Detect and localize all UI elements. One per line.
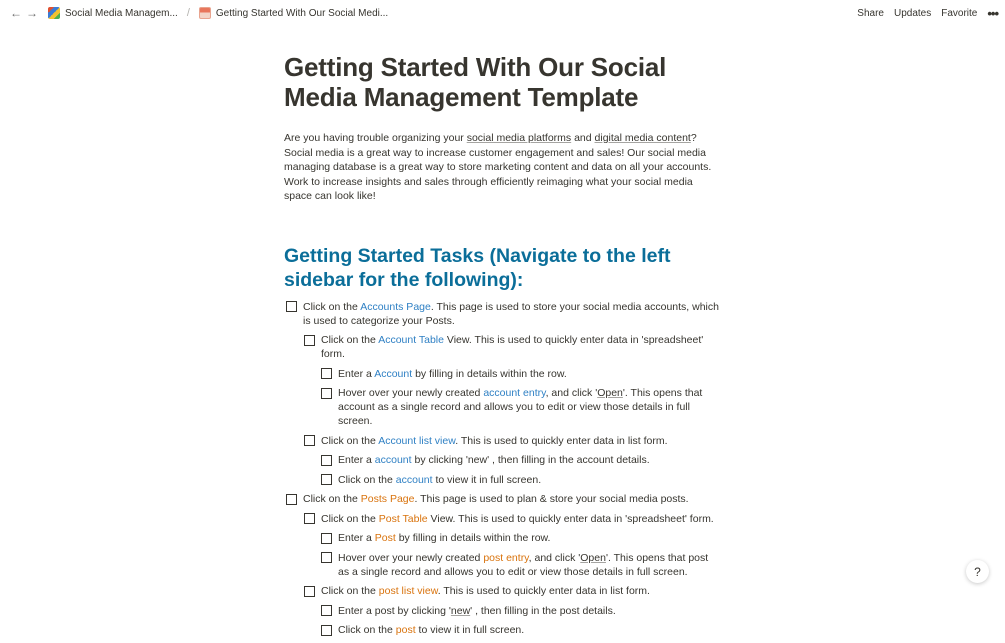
- task-account-list-view: [284, 434, 720, 448]
- checkbox[interactable]: [321, 368, 332, 379]
- tasks-heading[interactable]: Getting Started Tasks (Navigate to the left sidebar for the following):: [284, 244, 671, 291]
- page-icon: [199, 7, 211, 19]
- page-title-line-1: Getting Started With Our Social: [284, 52, 667, 82]
- account-link[interactable]: Account: [374, 367, 413, 380]
- task-hover-account-entry: [284, 386, 720, 428]
- checkbox[interactable]: [321, 474, 332, 485]
- text: View. This is used to quickly enter data in 'spreadsheet' form.: [321, 334, 704, 360]
- text: by clicking 'new' , then filling in the account details.: [411, 454, 650, 466]
- text: ' , then filling in the post details.: [470, 604, 616, 617]
- share-button[interactable]: Share: [857, 7, 884, 19]
- workspace-icon: [48, 7, 60, 19]
- checkbox[interactable]: [286, 494, 297, 505]
- checkbox[interactable]: [321, 605, 332, 616]
- text: Enter a: [338, 532, 375, 544]
- task-text: [321, 333, 720, 361]
- checkbox[interactable]: [304, 513, 315, 524]
- top-bar: [0, 0, 1005, 26]
- post-table-link[interactable]: Post Table: [378, 512, 428, 525]
- text: , and click ': [545, 387, 598, 399]
- task-text: [338, 473, 720, 487]
- forward-arrow-icon[interactable]: →: [26, 6, 38, 20]
- accounts-page-link[interactable]: Accounts Page: [360, 300, 431, 313]
- task-text: [338, 386, 720, 428]
- help-button[interactable]: [966, 560, 989, 583]
- text: '. This opens that post as a single record and allows you to edit or view those details in full screen.: [338, 551, 709, 578]
- new-text: new: [450, 604, 471, 617]
- task-text: [338, 604, 720, 618]
- checkbox[interactable]: [286, 301, 297, 312]
- text: Hover over your newly created: [338, 551, 484, 564]
- breadcrumb-workspace[interactable]: [45, 5, 181, 21]
- text: . This is used to quickly enter data in list form.: [455, 434, 668, 447]
- page-title[interactable]: [284, 52, 720, 112]
- text: Enter a: [338, 367, 375, 380]
- account-link[interactable]: account: [374, 454, 412, 466]
- text: to view it in full screen.: [432, 473, 542, 486]
- post-link[interactable]: Post: [374, 532, 396, 544]
- digital-media-content-link[interactable]: digital media content: [594, 132, 691, 144]
- text: to view it in full screen.: [415, 624, 525, 636]
- text: '. This opens that account as a single record and allows you to edit or view those details in full screen.: [338, 387, 703, 427]
- task-text: [321, 584, 720, 598]
- text: Click on the: [338, 624, 396, 636]
- text: Click on the: [321, 334, 379, 346]
- intro-text-3: ? Social media is a great way to increase customer engagement and sales! Our social media managing database is a great way to store marketing content and data on all your accounts. Work to increase insights and sales through efficiently reimaging what your social media space can look like!: [284, 132, 712, 202]
- text: . This page is used to store your social media accounts, which is used to categorize your Posts.: [303, 300, 719, 327]
- updates-button[interactable]: Updates: [893, 7, 932, 19]
- text: Enter a: [338, 454, 375, 466]
- intro-paragraph[interactable]: [284, 131, 720, 204]
- page-content: [284, 52, 720, 643]
- task-view-account: [284, 473, 720, 487]
- task-text: [321, 434, 720, 448]
- text: by filling in details within the row.: [412, 367, 567, 380]
- more-options-icon[interactable]: •••: [987, 5, 998, 21]
- checkbox[interactable]: [304, 335, 315, 346]
- task-text: [303, 300, 720, 328]
- task-enter-post: [284, 531, 720, 545]
- text: Enter a post by clicking ': [338, 604, 451, 617]
- favorite-button[interactable]: Favorite: [941, 7, 978, 19]
- text: View. This is used to quickly enter data in 'spreadsheet' form.: [427, 512, 714, 525]
- checkbox[interactable]: [304, 586, 315, 597]
- task-text: [338, 453, 720, 467]
- open-text: Open: [597, 387, 623, 399]
- text: Click on the: [303, 493, 361, 505]
- back-arrow-icon[interactable]: ←: [10, 6, 22, 20]
- breadcrumb-workspace-label: Social Media Managem...: [65, 7, 178, 19]
- breadcrumb-page-label: Getting Started With Our Social Medi...: [215, 7, 389, 19]
- task-text: [338, 551, 720, 579]
- text: , and click ': [528, 551, 581, 564]
- post-link[interactable]: post: [395, 624, 416, 636]
- text: Click on the: [303, 300, 361, 313]
- post-entry-link[interactable]: post entry: [483, 551, 529, 564]
- account-table-link[interactable]: Account Table: [378, 334, 444, 346]
- text: by filling in details within the row.: [395, 532, 551, 544]
- task-text: [338, 367, 720, 381]
- text: . This is used to quickly enter data in list form.: [437, 585, 650, 597]
- text: Click on the: [321, 585, 379, 597]
- checkbox[interactable]: [321, 388, 332, 399]
- text: . This page is used to plan & store your social media posts.: [414, 493, 689, 505]
- post-list-view-link[interactable]: post list view: [378, 585, 438, 597]
- top-actions: [857, 0, 1005, 26]
- checkbox[interactable]: [321, 625, 332, 636]
- text: Click on the: [321, 512, 379, 525]
- task-account-table-view: [284, 333, 720, 361]
- task-text: [303, 492, 720, 506]
- open-text: Open: [580, 551, 606, 564]
- help-icon: ?: [974, 564, 981, 579]
- task-text: [338, 531, 720, 545]
- task-view-post: [284, 623, 720, 637]
- task-enter-account-new: [284, 453, 720, 467]
- text: Hover over your newly created: [338, 387, 484, 399]
- intro-text-1: Are you having trouble organizing your: [284, 132, 467, 144]
- page-title-line-2: Media Management Template: [284, 82, 639, 112]
- posts-page-link[interactable]: Posts Page: [360, 493, 415, 505]
- task-post-list-view: [284, 584, 720, 598]
- breadcrumb-separator: /: [186, 7, 190, 19]
- account-entry-link[interactable]: account entry: [483, 387, 546, 399]
- account-list-view-link[interactable]: Account list view: [378, 434, 456, 447]
- checkbox[interactable]: [304, 435, 315, 446]
- task-enter-post-new: [284, 604, 720, 618]
- task-accounts-page: [284, 300, 720, 328]
- task-text: [321, 512, 720, 526]
- task-list: [284, 300, 720, 638]
- task-enter-account: [284, 367, 720, 381]
- account-link[interactable]: account: [395, 473, 433, 486]
- task-text: [338, 623, 720, 637]
- breadcrumb-page[interactable]: [196, 5, 391, 21]
- checkbox[interactable]: [321, 533, 332, 544]
- checkbox[interactable]: [321, 552, 332, 563]
- social-media-platforms-link[interactable]: social media platforms: [466, 132, 572, 144]
- text: Click on the: [321, 434, 379, 447]
- task-posts-page: [284, 492, 720, 506]
- text: Click on the: [338, 473, 396, 486]
- task-post-table-view: [284, 512, 720, 526]
- intro-text-2: and: [571, 132, 595, 144]
- task-hover-post-entry: [284, 551, 720, 579]
- checkbox[interactable]: [321, 455, 332, 466]
